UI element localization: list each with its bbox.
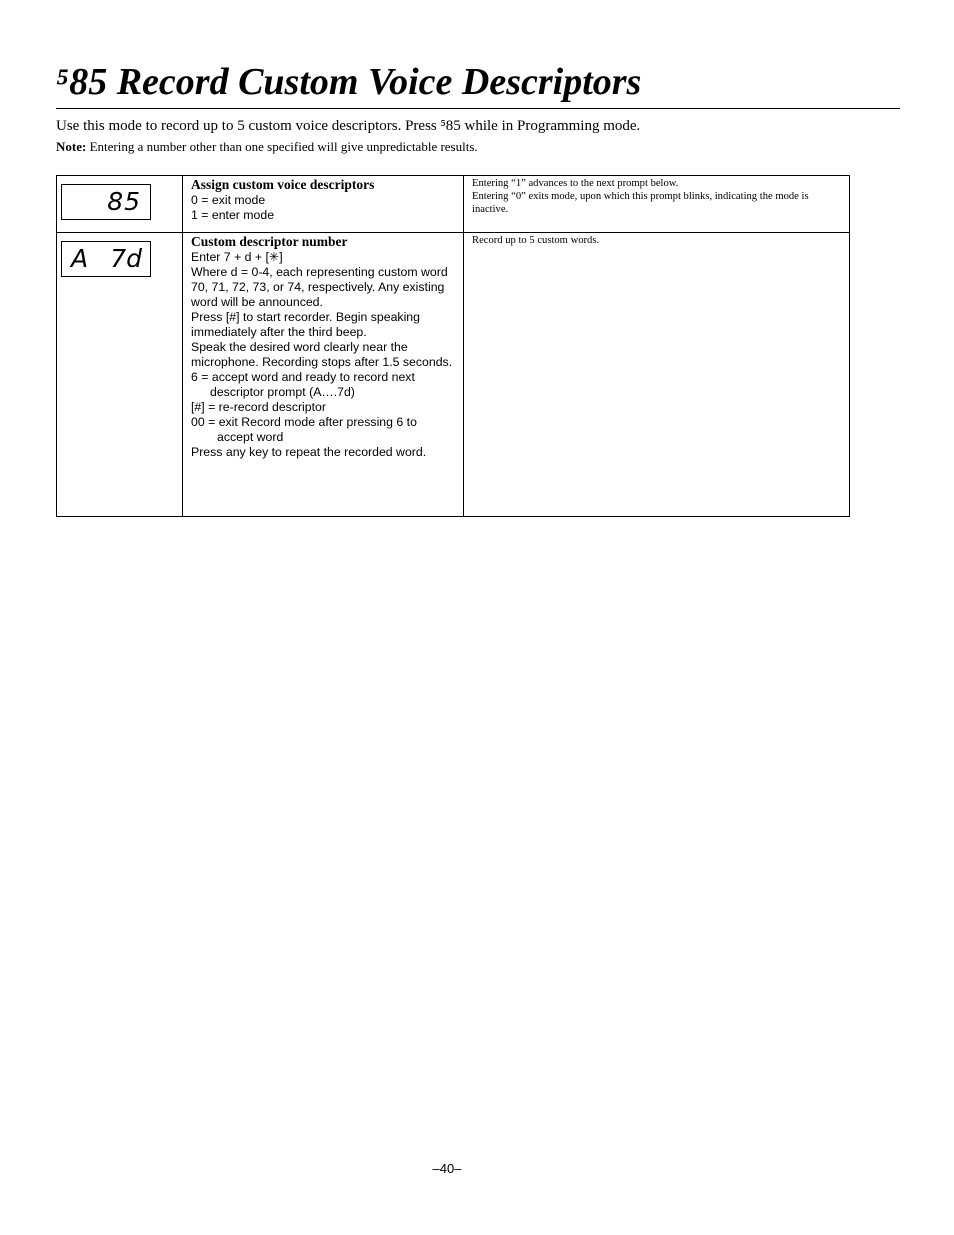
page-title: ⁵85 Record Custom Voice Descriptors bbox=[56, 61, 642, 103]
title-rule bbox=[56, 108, 900, 109]
note-label: Note: bbox=[56, 139, 87, 154]
page-number: –40– bbox=[432, 1161, 462, 1176]
display-cell bbox=[57, 233, 183, 517]
prompt-line: Enter 7 + d + [✳] bbox=[191, 250, 283, 264]
intro-paragraph: Use this mode to record up to 5 custom voice descriptors. Press ⁵85 while in Programming mode. bbox=[56, 118, 641, 134]
prompt-title: Custom descriptor number bbox=[191, 234, 348, 249]
table-row bbox=[57, 176, 850, 233]
display-digits: 7d bbox=[110, 244, 142, 273]
table-row bbox=[57, 233, 850, 517]
programming-table bbox=[56, 175, 850, 517]
prompt-line: 1 = enter mode bbox=[191, 208, 275, 222]
note-text: Entering a number other than one specified will give unpredictable results. bbox=[86, 139, 478, 154]
display-digits: 85 bbox=[107, 187, 141, 216]
keypad-display bbox=[61, 241, 151, 277]
prompt-title: Assign custom voice descriptors bbox=[191, 177, 375, 192]
note-paragraph bbox=[56, 139, 896, 155]
prompt-cell bbox=[183, 176, 464, 233]
prompt-line: 0 = exit mode bbox=[191, 193, 266, 207]
prompt-line: descriptor prompt (A….7d) bbox=[210, 385, 355, 399]
prompt-line: Press any key to repeat the recorded word. bbox=[191, 445, 427, 459]
keypad-display bbox=[61, 184, 151, 220]
display-letter: A bbox=[71, 244, 89, 273]
prompt-line: Speak the desired word clearly near the microphone. Recording stops after 1.5 seconds. bbox=[191, 340, 453, 369]
prompt-line: 00 = exit Record mode after pressing 6 to bbox=[191, 415, 417, 429]
description-line: Entering “1” advances to the next prompt below. bbox=[472, 178, 679, 189]
description-cell bbox=[464, 233, 850, 517]
prompt-line: accept word bbox=[217, 430, 284, 444]
display-cell bbox=[57, 176, 183, 233]
prompt-line: 6 = accept word and ready to record next bbox=[191, 370, 415, 384]
description-line: Record up to 5 custom words. bbox=[472, 235, 600, 246]
prompt-line: [#] = re-record descriptor bbox=[191, 400, 326, 414]
prompt-line: Press [#] to start recorder. Begin speaking immediately after the third beep. bbox=[191, 310, 420, 339]
description-cell bbox=[464, 176, 850, 233]
description-line: Entering “0” exits mode, upon which this prompt blinks, indicating the mode is inactive. bbox=[472, 191, 809, 215]
prompt-cell bbox=[183, 233, 464, 517]
prompt-line: Where d = 0-4, each representing custom word 70, 71, 72, 73, or 74, respectively. Any existing word will be announced. bbox=[191, 265, 448, 309]
